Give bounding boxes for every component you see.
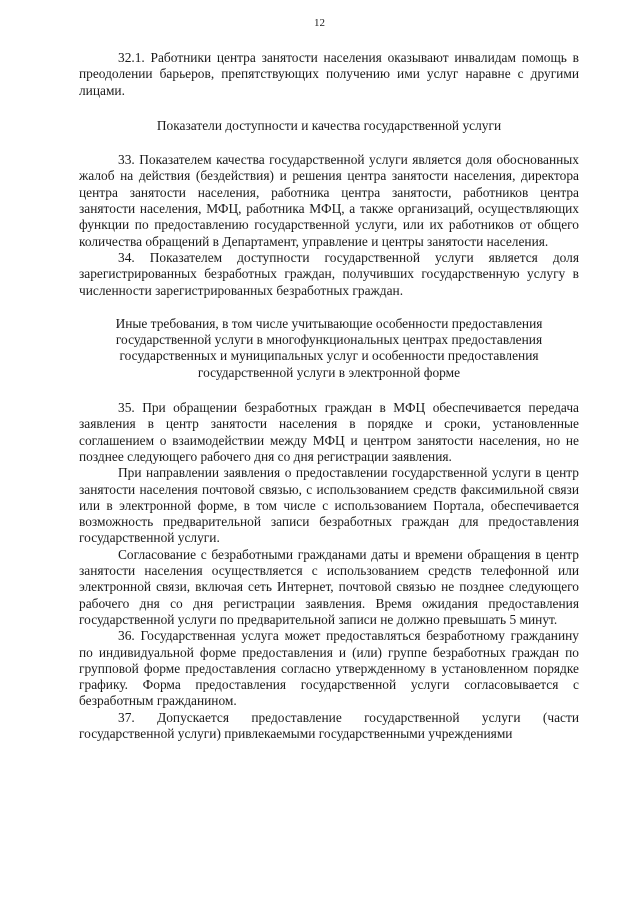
- page-number: 12: [314, 17, 325, 29]
- paragraph-35: 35. При обращении безработных граждан в МФЦ обеспечивается передача заявления в центр занятости населения в порядке и сроки, установленные соглашением о взаимодействии между МФЦ и центром занятости населения, но не позднее следующего рабочего дня со дня регистрации заявления.: [79, 400, 579, 464]
- document-body: [79, 50, 579, 742]
- paragraph-35-appointment: При направлении заявления о предоставлении государственной услуги в центр занятости населения почтовой связью, с использованием средств факсимильной связи или в электронной форме, в том числе с использованием Портала, обеспечивается возможность предварительной записи безработных граждан для предоставления государственной услуги.: [79, 465, 579, 546]
- paragraph-35-scheduling: Согласование с безработными гражданами даты и времени обращения в центр занятости населения осуществляется с использованием средств телефонной или электронной связи, включая сеть Интернет, почтовой связью не позднее следующего рабочего дня со дня регистрации заявления. Время ожидания предоставления государственной услуги по предварительной записи не должно превышать 5 минут.: [79, 546, 579, 627]
- paragraph-32-1: 32.1. Работники центра занятости населения оказывают инвалидам помощь в преодолении барьеров, препятствующих получению ими услуг наравне с другими лицами.: [79, 50, 579, 98]
- paragraph-34: 34. Показателем доступности государственной услуги является доля зарегистрированных безработных граждан, получивших государственную услугу в численности зарегистрированных безработных граждан.: [79, 249, 579, 298]
- section-heading-accessibility: Показатели доступности и качества государственной услуги: [156, 117, 502, 133]
- paragraph-37: 37. Допускается предоставление государственной услуги (части государственной услуги) привлекаемыми государственными учреждениями: [79, 709, 579, 741]
- paragraph-36: 36. Государственная услуга может предоставляться безработному гражданину по индивидуальной форме предоставления и (или) группе безработных граждан по групповой форме предоставления согласно утвержденному в установленном порядке графику. Форма предоставления государственной услуги согласовывается с безработным гражданином.: [79, 628, 579, 709]
- paragraph-33: 33. Показателем качества государственной услуги является доля обоснованных жалоб на действия (бездействия) и решения центра занятости населения, директора центра занятости населения, работника центра занятости, работников центра занятости населения, МФЦ, работника МФЦ, а также организаций, осуществляющих функции по предоставлению государственной услуги, или их работников от общего количества обращений в Департамент, управление и центры занятости населения.: [79, 152, 579, 249]
- section-heading-other-requirements: Иные требования, в том числе учитывающие особенности предоставления государственной услуги в многофункциональных центрах предоставления государственных и муниципальных услуг и особенности предоставления государственной услуги в электронной форме: [115, 315, 543, 380]
